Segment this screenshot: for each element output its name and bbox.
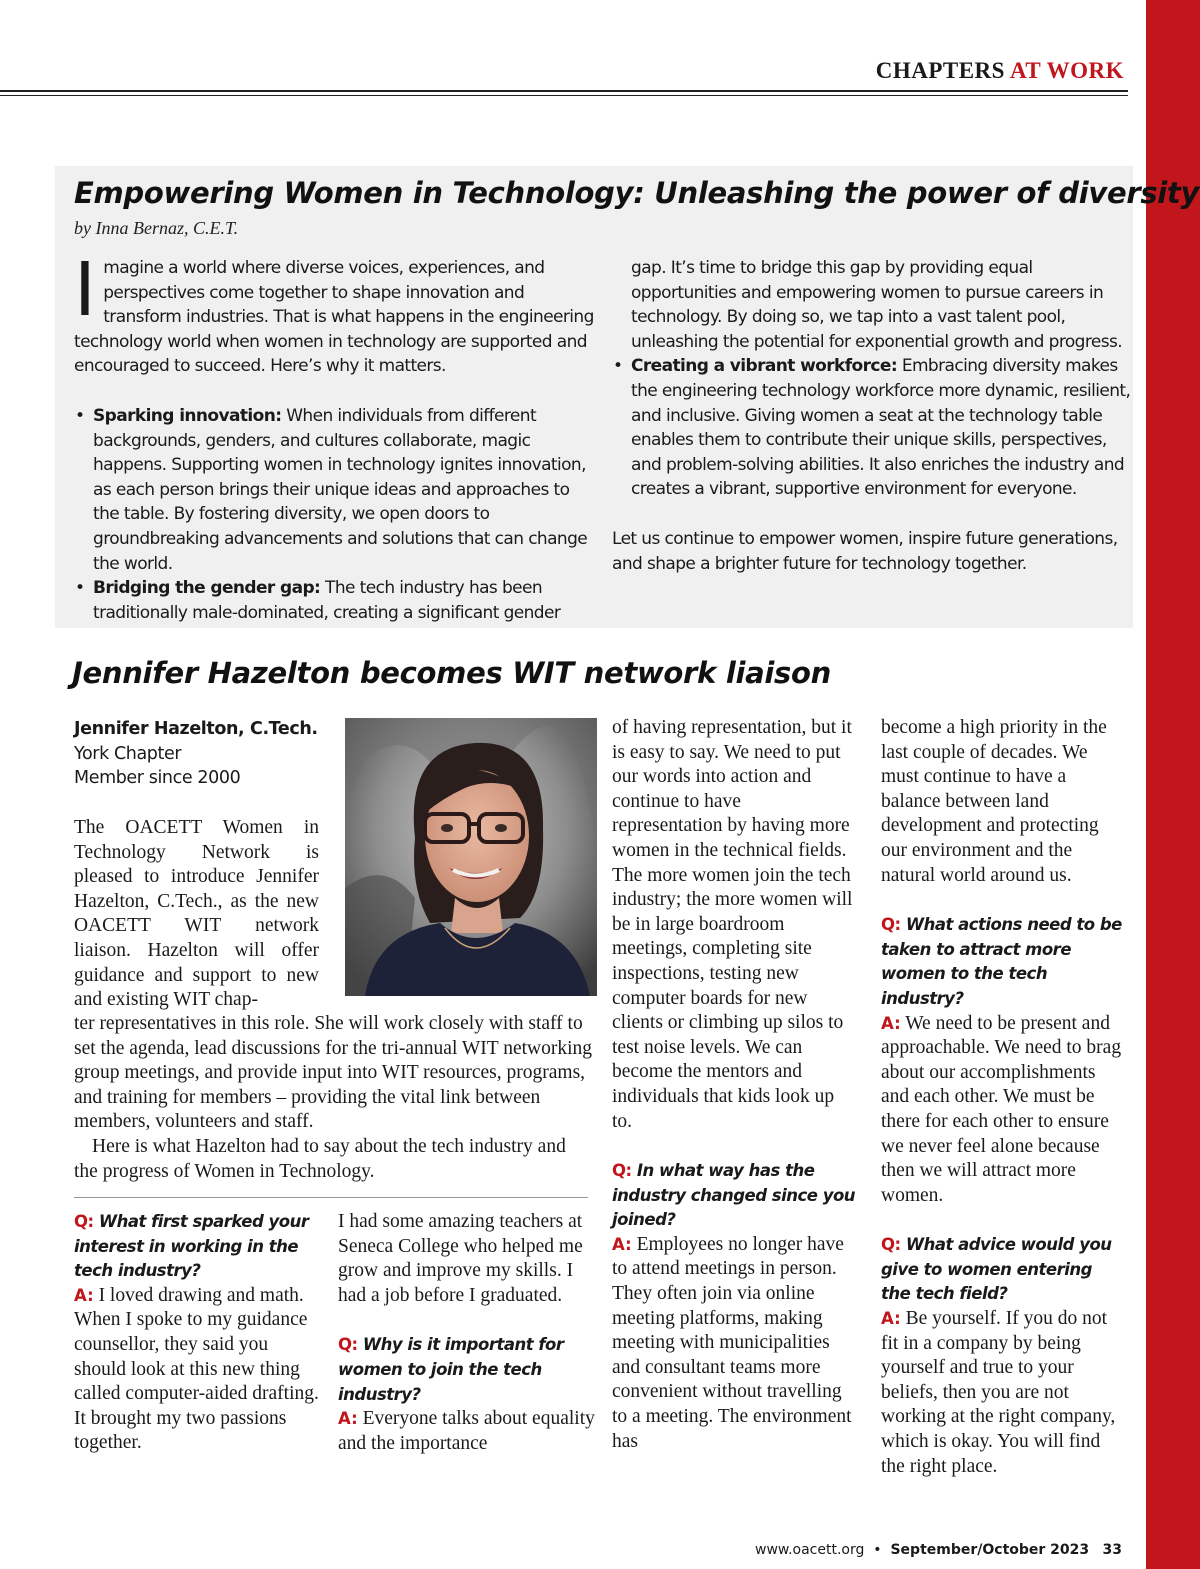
page-footer — [755, 1542, 1122, 1558]
profile-name: Jennifer Hazelton, C.Tech. — [74, 719, 318, 739]
question-3: Q: In what way has the industry changed since you joined? — [612, 1161, 856, 1230]
qa-column-4 — [881, 716, 1125, 1479]
portrait-image — [345, 718, 597, 996]
section-header-accent: AT WORK — [1009, 58, 1124, 83]
red-side-bar — [1146, 0, 1200, 1569]
article2-title: Jennifer Hazelton becomes WIT network liaison — [72, 656, 831, 690]
answer-5: A: Be yourself. If you do not fit in a company by being yourself and true to your beliefs, then you are not working at the right company, which is okay. You will find the right place. — [881, 1308, 1116, 1477]
bullet-item: • Sparking innovation: When individuals from different backgrounds, genders, and cultures collaborate, magic happens. Supporting women in technology ignites innovation, as each person brings their unique ideas and approaches to the table. By fostering diversity, we open doors to groundbreaking advancements and solutions that can change the world. — [74, 404, 599, 576]
question-5: Q: What advice would you give to women entering the tech field? — [881, 1235, 1112, 1304]
para1-continued: ter representatives in this role. She will work closely with staff to set the agenda, lead discussions for the tri-annual WIT networking group meetings, and provide input into WIT resources, programs, and training for members – providing the vital link between members, volunteers and staff. — [74, 1013, 593, 1133]
qa-column-1 — [74, 1210, 319, 1456]
bullet-continuation: gap. It’s time to bridge this gap by providing equal opportunities and empowering women to pursue careers in technology. By doing so, we tap into a vast talent pool, unleashing the potential for exponential growth and progress. — [631, 258, 1123, 352]
bullet-item: • Bridging the gender gap: The tech industry has been traditionally male-dominated, creating a significant gender — [74, 576, 599, 625]
footer-url: www.oacett.org — [755, 1542, 865, 1558]
section-header-label: CHAPTERS — [875, 58, 1005, 83]
drop-cap: I — [74, 247, 96, 333]
article1-intro — [74, 247, 599, 379]
article1-bullets — [74, 404, 599, 625]
answer-2-cont: of having representation, but it is easy to say. We need to put our words into action and continue to have representation by having more women in the technical fields. The more women join the tech industry; the more women will be in large boardroom meetings, completing site inspections, testing new computer boards for new clients or climbing up silos to test noise levels. We can become the mentors and individuals that kids look up to. — [612, 717, 853, 1132]
qa-column-2 — [338, 1210, 596, 1456]
article2-para2: Here is what Hazelton had to say about the tech industry and the progress of Women in Technology. — [74, 1135, 566, 1182]
profile-info — [74, 717, 344, 791]
bullet-item: • Creating a vibrant workforce: Embracing diversity makes the engineering technology workforce more dynamic, resilient, and inclusive. Giving women a seat at the technology table enables them to contribute their unique skills, perspectives, and problem-solving abilities. It also enriches the industry and creates a vibrant, supportive environment for everyone. — [612, 354, 1134, 502]
answer-3: A: Employees no longer have to attend meetings in person. They often join via online meeting platforms, making meeting with municipalities and consultant teams more convenient without travelling to a meeting. The environment has — [612, 1233, 852, 1452]
footer-issue: September/October 2023 — [890, 1542, 1090, 1558]
article1-intro-text: magine a world where diverse voices, experiences, and perspectives come together to shape innovation and transform industries. That is what happens in the engineering technology world when women in technology are supported and encouraged to succeed. Here’s why it matters. — [74, 258, 594, 377]
header-rule-thin — [0, 95, 1128, 96]
page-number: 33 — [1102, 1542, 1122, 1558]
qa-column-3 — [612, 716, 856, 1454]
article1-bullets-right — [612, 354, 1134, 502]
qa-divider — [74, 1197, 588, 1198]
article1-column-right — [612, 256, 1134, 576]
article2-para1-cont — [74, 1012, 594, 1184]
answer-4: A: We need to be present and approachable. We need to brag about our accomplishments and each other. We must be there for each other to ensure we never feel alone because then we will attract more women. — [881, 1012, 1122, 1206]
profile-chapter: York Chapter — [74, 743, 182, 764]
article1-column-left — [74, 247, 599, 625]
article1-title: Empowering Women in Technology: Unleashing the power of diversity — [74, 176, 1200, 210]
question-4: Q: What actions need to be taken to attract more women to the tech industry? — [881, 915, 1122, 1008]
footer-separator: • — [873, 1542, 882, 1558]
article1-byline: by Inna Bernaz, C.E.T. — [74, 218, 239, 238]
portrait-photo — [345, 718, 597, 996]
answer-1: A: I loved drawing and math. When I spoke to my guidance counsellor, they said you should look at this new thing called computer-aided drafting. It brought my two passions together. — [74, 1284, 319, 1454]
answer-1-cont: I had some amazing teachers at Seneca College who helped me grow and improve my skills. I had a job before I graduated. — [338, 1211, 583, 1306]
header-rule — [0, 90, 1128, 92]
question-2: Q: Why is it important for women to join the tech industry? — [338, 1335, 564, 1404]
article2-para1: The OACETT Women in Technology Network is pleased to introduce Jennifer Hazelton, C.Tech., as the new OACETT WIT network liaison. Hazelton will offer guidance and support to new and existing WIT chap- — [74, 817, 319, 1011]
article1-closing: Let us continue to empower women, inspire future generations, and shape a brighter future for technology together. — [612, 528, 1118, 574]
profile-member-since: Member since 2000 — [74, 768, 241, 789]
answer-3-cont: become a high priority in the last couple of decades. We must continue to have a balance between land development and protecting our environment and the natural world around us. — [881, 717, 1107, 886]
answer-2: A: Everyone talks about equality and the importance — [338, 1408, 595, 1454]
question-1: Q: What first sparked your interest in working in the tech industry? — [74, 1212, 309, 1281]
section-header — [876, 58, 1124, 84]
